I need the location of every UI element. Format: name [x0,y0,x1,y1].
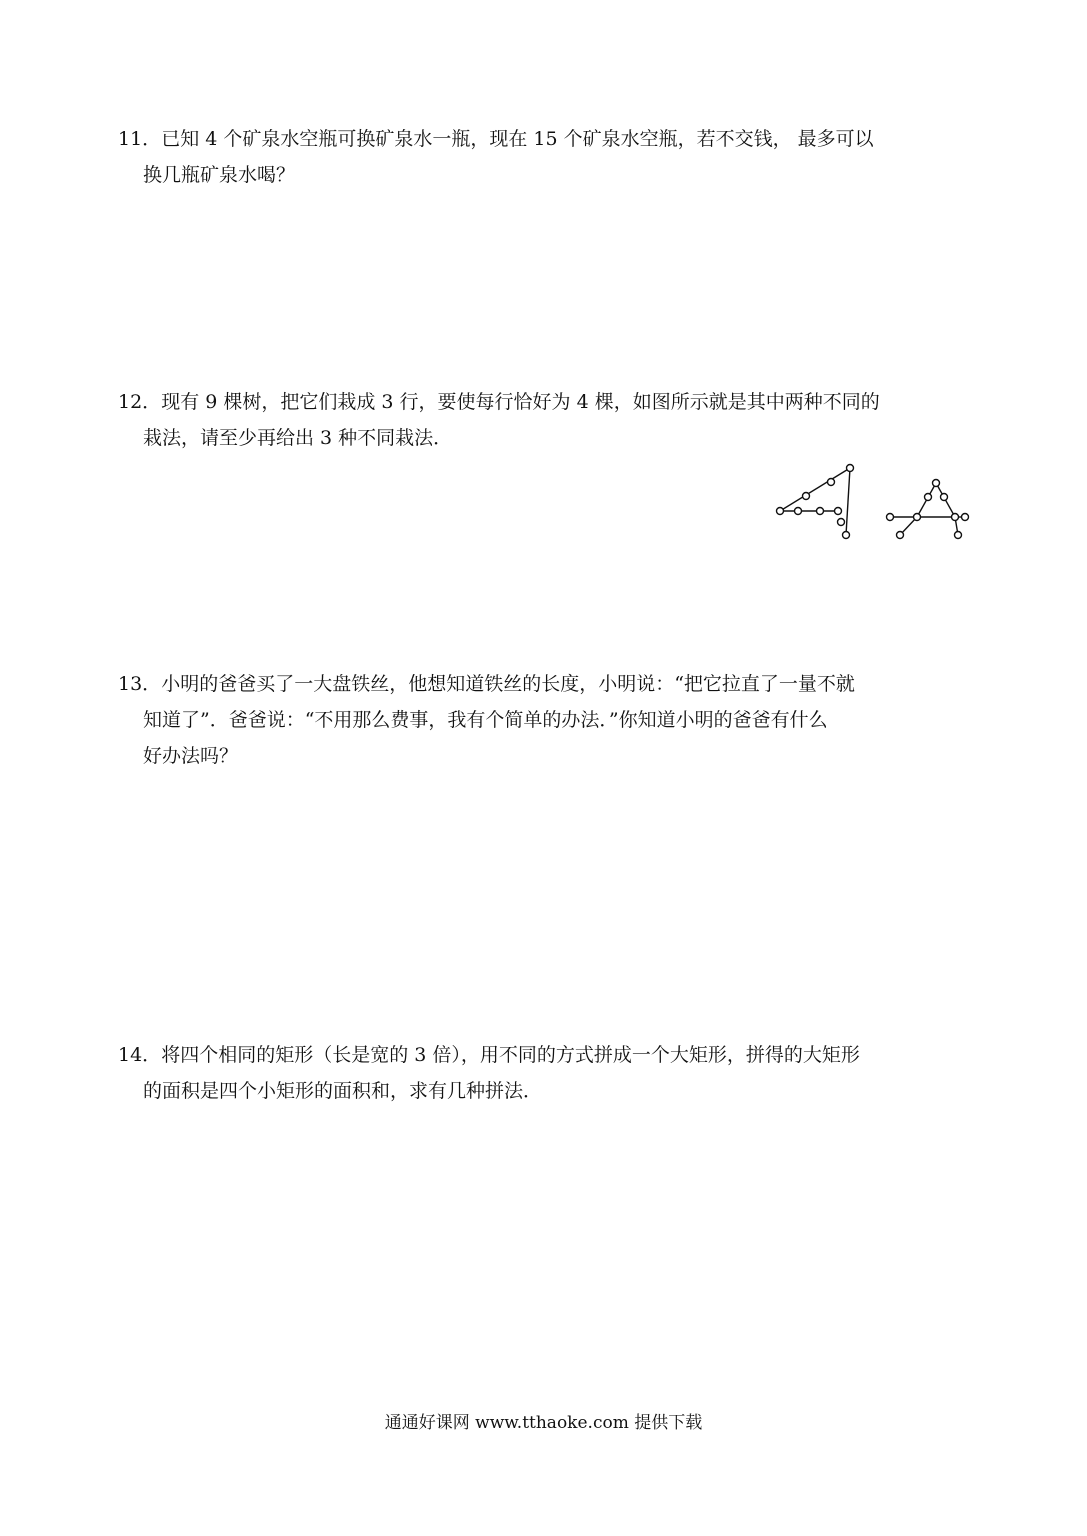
problem-11-number: 11． [118,128,162,150]
problem-11-line-2: 换几瓶矿泉水喝？ [143,164,296,186]
problem-13-line-1 [118,666,978,702]
problem-13-line-3: 好办法吗？ [143,745,239,767]
problem-12-line-2: 栽法，请至少再给出 3 种不同栽法． [143,427,453,449]
problem-14-text-1: 将四个相同的矩形（长是宽的 3 倍），用不同的方式拼成一个大矩形，拼得的大矩形 [161,1044,860,1066]
tree-planting-figure [770,460,980,550]
problem-11-line-1 [118,121,978,157]
problem-13-text-1: 小明的爸爸买了一大盘铁丝，他想知道铁丝的长度，小明说：“把它拉直了一量不就 [161,673,855,695]
problem-14-number: 14． [118,1044,162,1066]
problem-14-line-1 [118,1037,978,1073]
problem-12 [118,384,978,456]
problem-13 [118,666,978,774]
problem-13-line-2: 知道了”．爸爸说：“不用那么费事，我有个简单的办法．”你知道小明的爸爸有什么 [143,709,828,731]
problem-12-text-1: 现有 9 棵树，把它们栽成 3 行，要使每行恰好为 4 棵，如图所示就是其中两种不同的 [161,391,880,413]
problem-12-line-1 [118,384,978,420]
problem-13-number: 13． [118,673,162,695]
problem-11-text-1: 已知 4 个矿泉水空瓶可换矿泉水一瓶，现在 15 个矿泉水空瓶，若不交钱， 最多可以 [161,128,874,150]
problem-14 [118,1037,978,1109]
problem-12-number: 12． [118,391,162,413]
page-footer: 通通好课网 www.tthaoke.com 提供下载 [384,1413,703,1433]
problem-14-line-2: 的面积是四个小矩形的面积和，求有几种拼法． [143,1080,543,1102]
figure-left-arrangement [777,465,854,539]
problem-11 [118,121,978,193]
figure-right-arrangement [887,480,969,539]
